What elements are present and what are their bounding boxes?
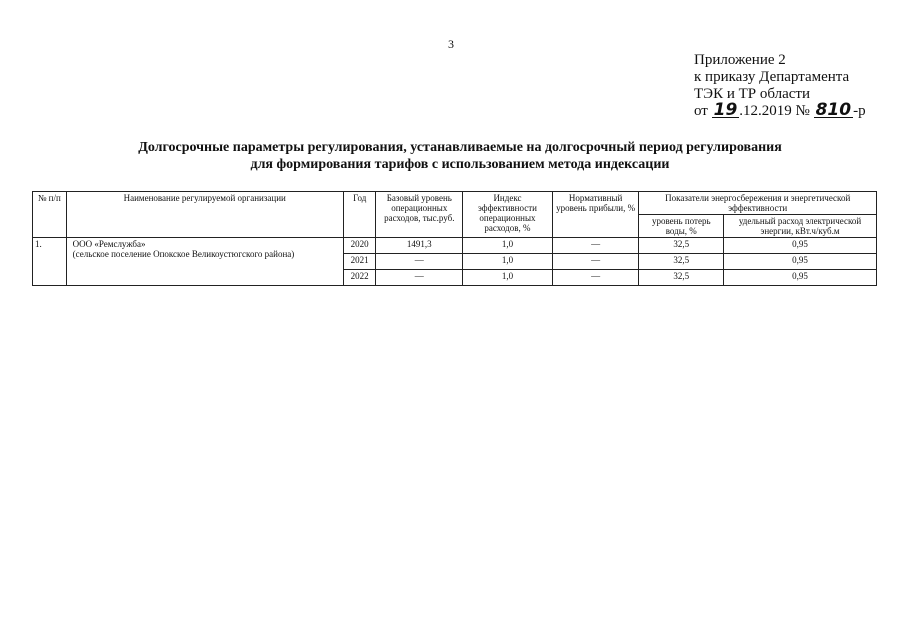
base-opex-cell: 1491,3	[376, 238, 463, 254]
regulation-parameters-table	[32, 191, 877, 286]
org-number: 1.	[33, 238, 67, 286]
base-opex-cell: —	[376, 270, 463, 286]
electricity-cell: 0,95	[724, 254, 877, 270]
org-location: (сельское поселение Опокское Великоустюгского района)	[72, 249, 295, 259]
water-loss-cell: 32,5	[639, 254, 724, 270]
order-suffix: -р	[853, 103, 866, 119]
appendix-date-line	[694, 100, 866, 120]
efficiency-index-cell: 1,0	[463, 270, 553, 286]
date-rest: .12.2019 №	[739, 103, 810, 119]
appendix-line-3: ТЭК и ТР области	[694, 86, 810, 102]
appendix-line-2: к приказу Департамента	[694, 69, 850, 85]
header-water-loss: уровень потерь воды, %	[639, 215, 724, 238]
base-opex-cell: —	[376, 254, 463, 270]
header-year: Год	[343, 192, 376, 238]
efficiency-index-cell: 1,0	[463, 254, 553, 270]
water-loss-cell: 32,5	[639, 270, 724, 286]
profit-level-cell: —	[552, 270, 639, 286]
document-title	[60, 139, 860, 173]
header-profit-level: Нормативный уровень прибыли, %	[552, 192, 639, 238]
org-name: ООО «Ремслужба»	[72, 239, 146, 249]
efficiency-index-cell: 1,0	[463, 238, 553, 254]
header-energy-group: Показатели энергосбережения и энергетической эффективности	[639, 192, 877, 215]
org-name-cell	[66, 238, 343, 286]
page-number: 3	[448, 37, 454, 51]
title-line-1: Долгосрочные параметры регулирования, устанавливаемые на долгосрочный период регулирования	[138, 140, 782, 155]
appendix-line-1: Приложение 2	[694, 52, 786, 68]
water-loss-cell: 32,5	[639, 238, 724, 254]
header-efficiency-index: Индекс эффективности операционных расходов, %	[463, 192, 553, 238]
header-org: Наименование регулируемой организации	[66, 192, 343, 238]
handwritten-order-number: 810	[815, 100, 852, 120]
header-num: № п/п	[33, 192, 67, 238]
title-line-2: для формирования тарифов с использованием метода индексации	[250, 157, 670, 172]
table-row	[33, 238, 877, 254]
electricity-cell: 0,95	[724, 238, 877, 254]
header-electricity: удельный расход электрической энергии, кВт.ч/куб.м	[724, 215, 877, 238]
electricity-cell: 0,95	[724, 270, 877, 286]
date-prefix: от	[694, 103, 708, 119]
header-base-opex: Базовый уровень операционных расходов, тыс.руб.	[376, 192, 463, 238]
profit-level-cell: —	[552, 254, 639, 270]
year-cell: 2022	[343, 270, 376, 286]
profit-level-cell: —	[552, 238, 639, 254]
year-cell: 2021	[343, 254, 376, 270]
year-cell: 2020	[343, 238, 376, 254]
appendix-block	[694, 52, 866, 120]
handwritten-day: 19	[713, 100, 738, 120]
